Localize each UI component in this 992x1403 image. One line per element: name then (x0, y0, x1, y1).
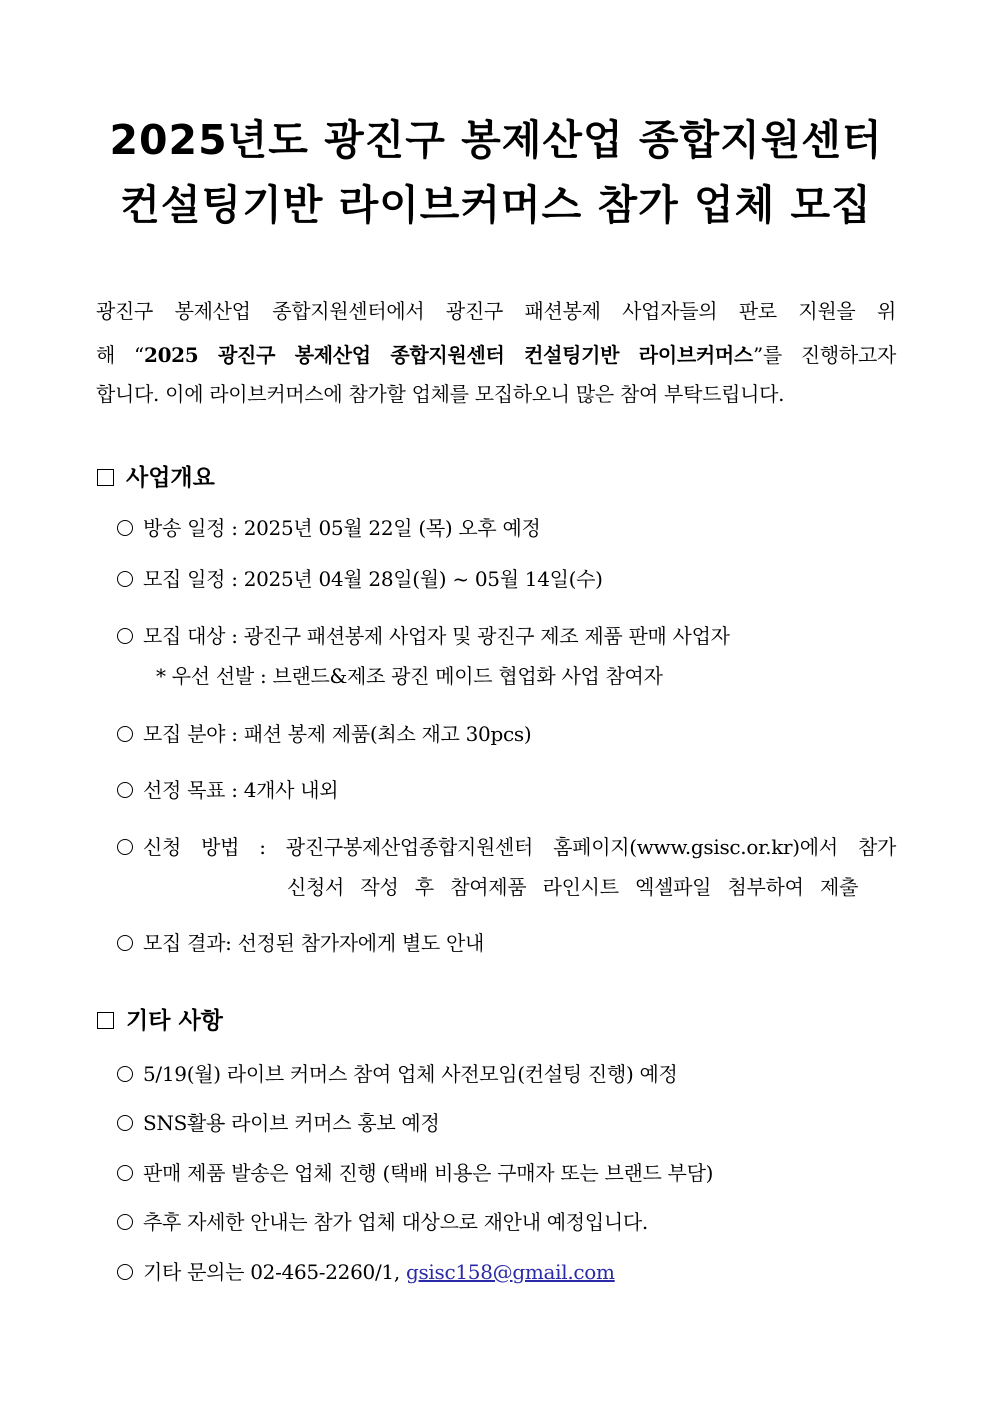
circle-bullet-icon (117, 726, 133, 742)
etc-item-followup (117, 1212, 648, 1232)
circle-bullet-icon (117, 782, 133, 798)
overview-item-apply (117, 837, 896, 857)
intro-line-2-prefix: 해 “ (96, 343, 144, 367)
etc-item-contact (117, 1262, 615, 1282)
overview-item-broadcast (117, 518, 541, 538)
overview-item-text: 모집 대상 : 광진구 패션봉제 사업자 및 광진구 제조 제품 판매 사업자 (143, 624, 730, 648)
circle-bullet-icon (117, 520, 133, 536)
circle-bullet-icon (117, 1066, 133, 1082)
intro-line-3: 합니다. 이에 라이브커머스에 참가할 업체를 모집하오니 많은 참여 부탁드립니다. (96, 382, 785, 406)
overview-item-text: 모집 분야 : 패션 봉제 제품(최소 재고 30pcs) (143, 722, 532, 746)
intro-line-2-suffix: ”를 진행하고자 (752, 343, 896, 367)
section-heading-overview-label: 사업개요 (126, 465, 215, 491)
etc-item-text: SNS활용 라이브 커머스 홍보 예정 (143, 1111, 440, 1135)
overview-item-target (117, 626, 730, 646)
circle-bullet-icon (117, 1115, 133, 1131)
circle-bullet-icon (117, 1214, 133, 1230)
overview-item-text: 모집 일정 : 2025년 04월 28일(월) ~ 05월 14일(수) (143, 567, 603, 591)
intro-line-1: 광진구 봉제산업 종합지원센터에서 광진구 패션봉제 사업자들의 판로 지원을 위 (96, 299, 896, 323)
overview-item-recruit-period (117, 569, 603, 589)
contact-email-link[interactable]: gsisc158@gmail.com (405, 1260, 615, 1284)
overview-item-result (117, 933, 484, 953)
section-heading-etc (97, 1010, 223, 1033)
title-line-2: 컨설팅기반 라이브커머스 참가 업체 모집 (120, 181, 872, 229)
title-line-1: 2025년도 광진구 봉제산업 종합지원센터 (109, 116, 883, 164)
overview-item-field (117, 724, 531, 744)
circle-bullet-icon (117, 935, 133, 951)
etc-item-text: 5/19(월) 라이브 커머스 참여 업체 사전모임(컨설팅 진행) 예정 (143, 1062, 678, 1086)
section-heading-etc-label: 기타 사항 (126, 1008, 223, 1034)
overview-item-text: 방송 일정 : 2025년 05월 22일 (목) 오후 예정 (143, 516, 541, 540)
overview-item-text: 선정 목표 : 4개사 내외 (143, 778, 339, 802)
etc-item-sns (117, 1113, 439, 1133)
circle-bullet-icon (117, 1264, 133, 1280)
overview-item-text: 신청 방법 : 광진구봉제산업종합지원센터 홈페이지(www.gsisc.or.kr)에서 참가 (143, 835, 896, 859)
overview-item-text: 모집 결과: 선정된 참가자에게 별도 안내 (143, 931, 485, 955)
square-bullet-icon (97, 1012, 114, 1029)
priority-note: * 우선 선발 : 브랜드&제조 광진 메이드 협업화 사업 참여자 (156, 664, 663, 688)
circle-bullet-icon (117, 1165, 133, 1181)
etc-item-premeeting (117, 1064, 678, 1084)
etc-item-text: 판매 제품 발송은 업체 진행 (택배 비용은 구매자 또는 브랜드 부담) (143, 1161, 714, 1185)
contact-text: 기타 문의는 02-465-2260/1, (143, 1260, 406, 1284)
etc-item-text: 추후 자세한 안내는 참가 업체 대상으로 재안내 예정입니다. (143, 1210, 648, 1234)
intro-event-name: 2025 광진구 봉제산업 종합지원센터 컨설팅기반 라이브커머스 (143, 343, 753, 367)
apply-continued: 신청서 작성 후 참여제품 라인시트 엑셀파일 첨부하여 제출 (287, 875, 858, 899)
intro-line-2 (96, 345, 896, 365)
etc-item-shipping (117, 1163, 713, 1183)
square-bullet-icon (97, 469, 114, 486)
circle-bullet-icon (117, 839, 133, 855)
circle-bullet-icon (117, 571, 133, 587)
overview-item-goal (117, 780, 338, 800)
circle-bullet-icon (117, 628, 133, 644)
section-heading-overview (97, 467, 215, 490)
